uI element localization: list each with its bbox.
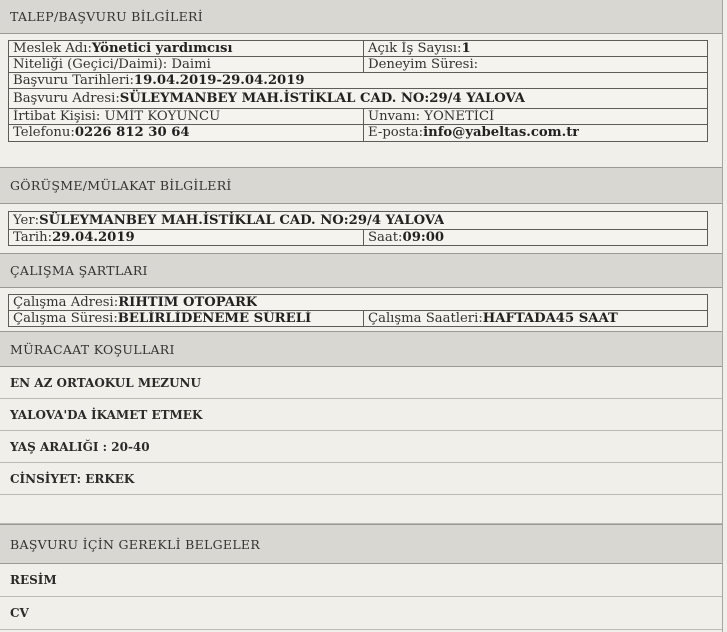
row-yer (8, 211, 708, 230)
list-item: CİNSİYET: ERKEK (0, 463, 722, 495)
list-item: EN AZ ORTAOKUL MEZUNU (0, 367, 722, 399)
acik-value: 1 (461, 41, 471, 56)
section-header-calisma (0, 253, 722, 288)
row-calisma-adres (8, 294, 708, 311)
basvuru-adres-cell (9, 89, 525, 108)
row-telefon (8, 124, 708, 142)
yer-value: SÜLEYMANBEY MAH.İSTİKLAL CAD. NO:29/4 YALOVA (39, 213, 445, 228)
row-basvuru-adres (8, 88, 708, 109)
eposta-value: info@yabeltas.com.tr (423, 125, 580, 140)
row-basvuru-tarih (8, 72, 708, 89)
row-gorusme-tarih (8, 229, 708, 246)
basvuru-adres-label: Başvuru Adresi: (13, 91, 120, 106)
calisma-saat-label: Çalışma Saatleri: (368, 311, 483, 326)
section-title: BAŞVURU İÇİN GEREKLİ BELGELER (10, 536, 261, 552)
section-header-gorusme (0, 167, 722, 204)
gorusme-saat-value: 09:00 (402, 230, 445, 245)
gorusme-tarih-label: Tarih: (13, 230, 53, 245)
yer-cell (9, 212, 444, 229)
row-irtibat (8, 108, 708, 125)
section-header-belgeler (0, 524, 722, 564)
unvan-cell: Unvanı: YÖNETİCİ (368, 109, 495, 124)
section-header-talep (0, 0, 722, 34)
basvuru-tarih-cell (9, 73, 305, 88)
meslek-cell (9, 41, 364, 56)
section-title: TALEP/BAŞVURU BİLGİLERİ (10, 9, 204, 24)
gorusme-tarih-value: 29.04.2019 (52, 230, 135, 245)
calisma-saat-value: HAFTADA45 SAAT (482, 311, 618, 326)
telefon-label: Telefonu: (13, 125, 75, 140)
list-item: YAŞ ARALIĞI : 20-40 (0, 431, 722, 463)
calisma-adres-label: Çalışma Adresi: (13, 295, 119, 310)
eposta-label: E-posta: (368, 125, 424, 140)
row-nitelik (8, 56, 708, 73)
right-border-line (722, 0, 723, 632)
list-item: RESİM (0, 564, 722, 597)
section-header-muracaat (0, 331, 722, 367)
calisma-saat-cell (364, 311, 618, 326)
acik-label: Açık İş Sayısı: (368, 41, 462, 56)
calisma-sure-label: Çalışma Süresi: (13, 311, 118, 326)
basvuru-tarih-label: Başvuru Tarihleri: (13, 73, 134, 88)
deneyim-cell: Deneyim Süresi: (368, 57, 479, 72)
calisma-adres-cell (9, 295, 257, 310)
acik-cell (364, 41, 471, 56)
basvuru-tarih-value: 19.04.2019-29.04.2019 (133, 73, 305, 88)
row-calisma-sure (8, 310, 708, 327)
calisma-sure-value: BELİRLİDENEME SÜRELİ (117, 311, 312, 326)
list-item: CV (0, 597, 722, 630)
calisma-adres-value: RIHTIM OTOPARK (118, 295, 258, 310)
section-title: GÖRÜŞME/MÜLAKAT BİLGİLERİ (10, 178, 232, 193)
section-title: MÜRACAAT KOŞULLARI (10, 341, 175, 357)
row-meslek (8, 40, 708, 57)
calisma-sure-cell (9, 311, 364, 326)
irtibat-cell: İrtibat Kişisi: ÜMİT KOYUNCU (9, 109, 364, 124)
yer-label: Yer: (13, 213, 40, 228)
meslek-value: Yönetici yardımcısı (91, 41, 233, 56)
gorusme-saat-cell (364, 230, 444, 245)
eposta-cell (364, 125, 579, 141)
nitelik-cell: Niteliği (Geçici/Daimi): Daimi (9, 57, 364, 72)
gorusme-tarih-cell (9, 230, 364, 245)
telefon-value: 0226 812 30 64 (74, 125, 190, 140)
meslek-label: Meslek Adı: (13, 41, 92, 56)
telefon-cell (9, 125, 364, 141)
list-item: YALOVA'DA İKAMET ETMEK (0, 399, 722, 431)
section-title: ÇALIŞMA ŞARTLARI (10, 263, 148, 278)
list-item-empty (0, 495, 722, 524)
basvuru-adres-value: SÜLEYMANBEY MAH.İSTİKLAL CAD. NO:29/4 YALOVA (119, 91, 525, 106)
gorusme-saat-label: Saat: (368, 230, 403, 245)
